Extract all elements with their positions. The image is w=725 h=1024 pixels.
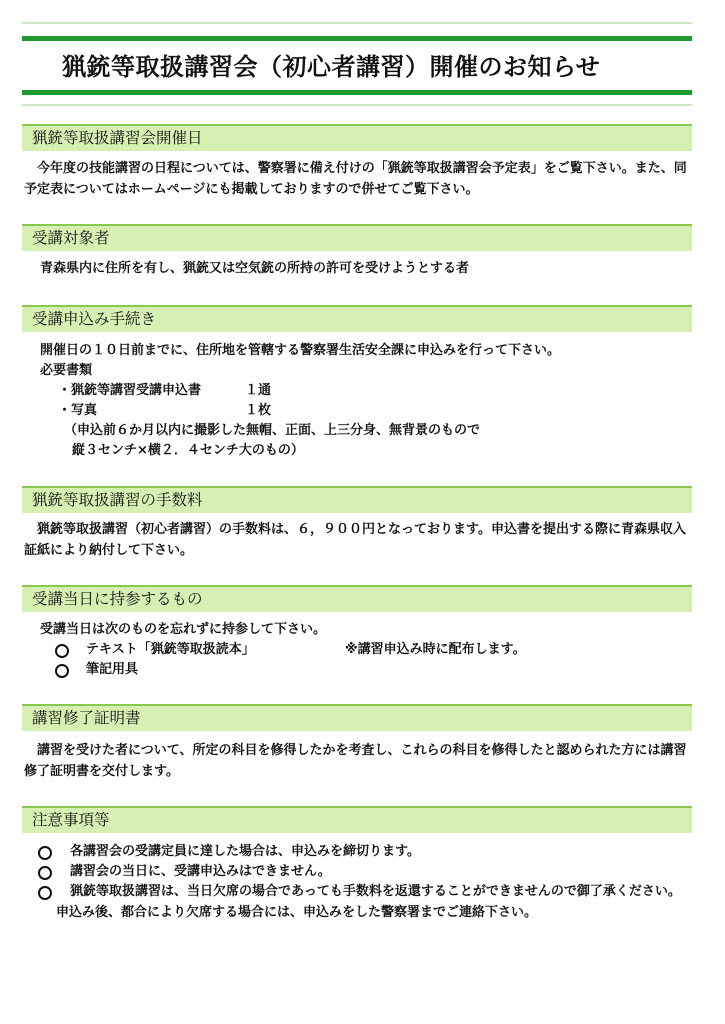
circle-bullet-icon (38, 886, 52, 900)
circle-bullet-icon (38, 866, 52, 880)
top-thick-rule (22, 36, 692, 41)
section-heading-certificate: 講習修了証明書 (22, 704, 692, 731)
circle-bullet-icon (55, 664, 69, 678)
required-docs-label: 必要書類 (40, 363, 93, 378)
notes-item: 各講習会の受講定員に達した場合は、申込みを締切ります。 (70, 844, 420, 859)
photo-note-line-2: 縦３センチ×横２．４センチ大のもの） (72, 443, 304, 458)
page-title: 猟銃等取扱講習会（初心者講習）開催のお知らせ (62, 53, 601, 81)
section-heading-application: 受講申込み手続き (22, 305, 692, 332)
bring-item-label: 筆記用具 (86, 662, 139, 677)
circle-bullet-icon (38, 846, 52, 860)
notes-item: 猟銃等取扱講習は、当日欠席の場合であっても手数料を返還することができませんので御了承ください。申込み後、都合により欠席する場合には、申込みをした警察署までご連絡下さい。 (56, 884, 681, 920)
section-heading-eligibility: 受講対象者 (22, 224, 692, 251)
section-heading-dates: 猟銃等取扱講習会開催日 (22, 124, 692, 151)
bring-item-note: ※講習申込み時に配布します。 (345, 642, 526, 657)
bottom-thin-rule (22, 104, 692, 106)
top-thin-rule (22, 22, 692, 24)
notes-item: 講習会の当日に、受講申込みはできません。 (70, 864, 331, 879)
section-text-certificate: 講習を受けた者について、所定の科目を修得したかを考査し、これらの科目を修得したと認められた方には講習修了証明書を交付します。 (24, 743, 687, 779)
doc-item-qty: １枚 (245, 403, 272, 418)
section-heading-bring: 受講当日に持参するもの (22, 585, 692, 612)
bottom-thick-rule (22, 90, 692, 95)
bring-intro: 受講当日は次のものを忘れずに持参して下さい。 (40, 622, 327, 637)
section-heading-fee: 猟銃等取扱講習の手数料 (22, 486, 692, 513)
application-instruction: 開催日の１０日前までに、住所地を管轄する警察署生活安全課に申込みを行って下さい。 (40, 343, 561, 358)
circle-bullet-icon (55, 644, 69, 658)
photo-note-line-1: （申込前６か月以内に撮影した無帽、正面、上三分身、無背景のもので (64, 423, 481, 438)
doc-item-name: ・猟銃等講習受講申込書 (58, 383, 202, 398)
section-text-dates: 今年度の技能講習の日程については、警察署に備え付けの「猟銃等取扱講習会予定表」をご覧下さい。また、同予定表についてはホームページにも掲載しておりますので併せてご覧下さい。 (24, 161, 687, 197)
doc-item-name: ・写真 (58, 403, 98, 418)
section-text-eligibility: 青森県内に住所を有し、猟銃又は空気銃の所持の許可を受けようとする者 (40, 261, 470, 276)
section-text-fee: 猟銃等取扱講習（初心者講習）の手数料は、６，９００円となっております。申込書を提出する際に青森県収入証紙により納付して下さい。 (24, 522, 686, 558)
bring-item-label: テキスト「猟銃等取扱読本」 (86, 642, 255, 657)
doc-item-qty: １通 (245, 383, 272, 398)
section-heading-notes: 注意事項等 (22, 806, 692, 833)
